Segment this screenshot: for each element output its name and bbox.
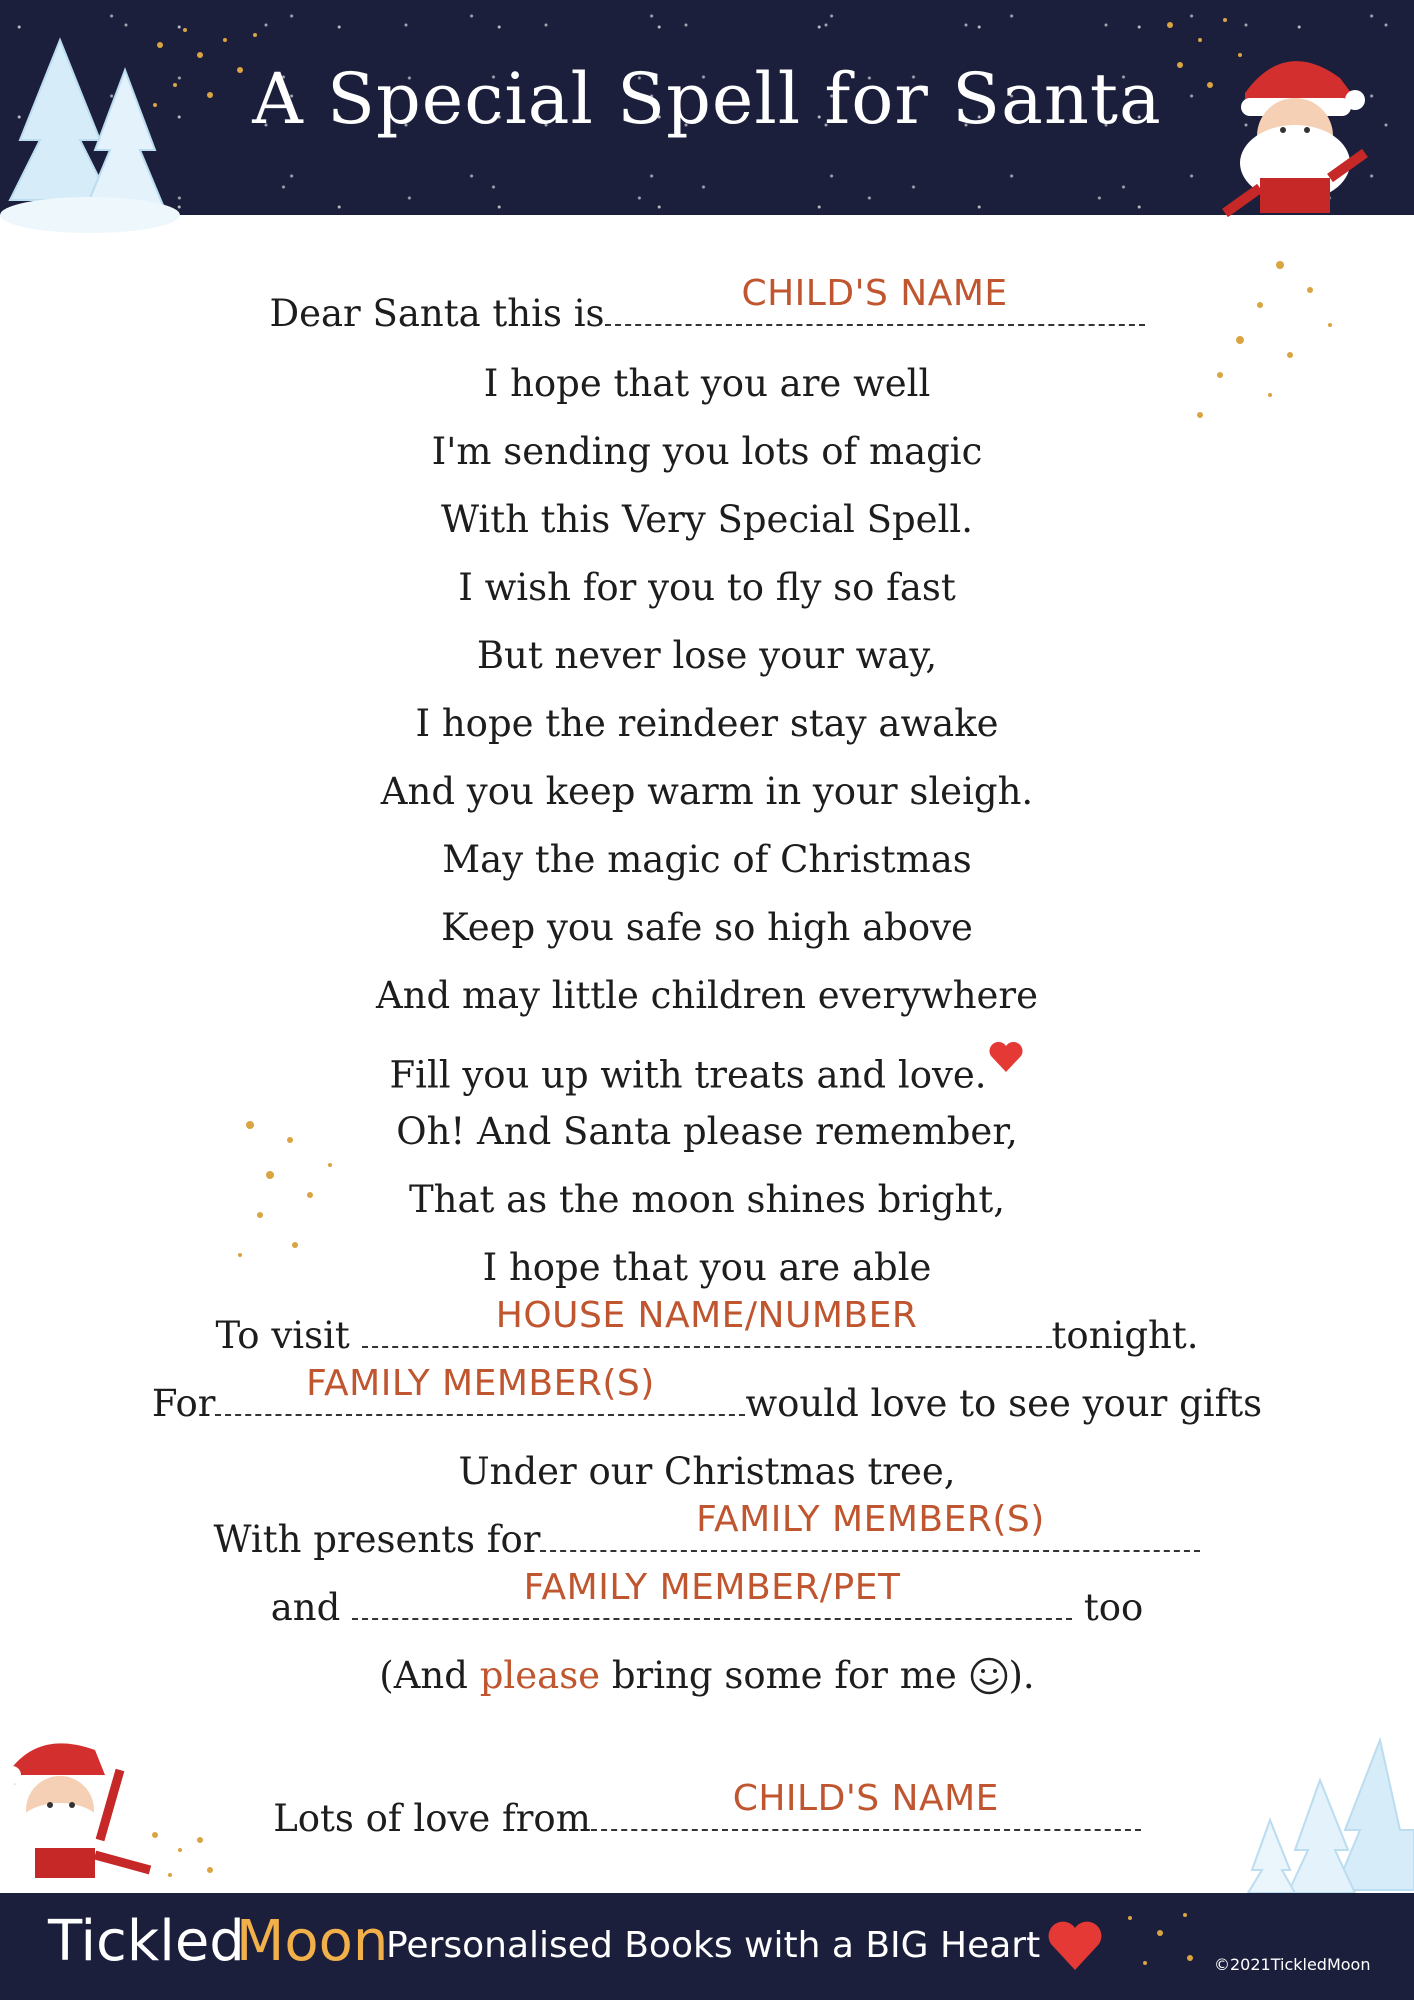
poem-line: May the magic of Christmas <box>442 838 972 881</box>
gold-glitter-icon <box>140 15 280 125</box>
brand-name-first: Tickled <box>48 1909 245 1974</box>
poem-line: Fill you up with treats and love. <box>0 1040 1414 1099</box>
family-member-blank[interactable] <box>215 1363 745 1416</box>
santa-waving-icon <box>1205 38 1375 233</box>
brand-tagline: Personalised Books with a BIG Heart <box>386 1925 1041 1966</box>
poem-line: And you keep warm in your sleigh. <box>380 770 1034 813</box>
greeting-line: Dear Santa this is CHILD'S NAME <box>0 290 1414 338</box>
heart-icon <box>1045 1918 1105 1972</box>
child-name-fill: CHILD'S NAME <box>741 273 1008 314</box>
gold-glitter-icon <box>1110 1903 1210 1983</box>
smiley-face-icon <box>969 1656 1009 1696</box>
family-member-fill: FAMILY MEMBER(S) <box>306 1363 655 1404</box>
poem-line: I hope that you are well <box>483 362 931 405</box>
poem-line: With this Very Special Spell. <box>440 498 974 541</box>
signoff-child-name-fill: CHILD'S NAME <box>732 1778 999 1819</box>
child-name-blank[interactable] <box>605 273 1145 326</box>
poem-line: I hope the reindeer stay awake <box>415 702 999 745</box>
signoff-line: Lots of love from CHILD'S NAME <box>0 1795 1414 1843</box>
signoff-child-name-blank[interactable] <box>591 1778 1141 1831</box>
poem-line: I wish for you to fly so fast <box>458 566 956 609</box>
please-word: please <box>479 1654 601 1697</box>
page-title: A Special Spell for Santa <box>252 58 1162 140</box>
presents-line: With presents for FAMILY MEMBER(S) <box>0 1516 1414 1564</box>
please-line: (And please bring some for me ). <box>379 1654 1035 1697</box>
poem-line: Keep you safe so high above <box>441 906 973 949</box>
gold-glitter-icon <box>140 1820 230 1890</box>
presents-family-fill: FAMILY MEMBER(S) <box>696 1499 1045 1540</box>
house-name-fill: HOUSE NAME/NUMBER <box>495 1295 918 1336</box>
poem-line: I hope that you are able <box>482 1246 932 1289</box>
poem-line: But never lose your way, <box>476 634 938 677</box>
poem-line: That as the moon shines bright, <box>408 1178 1006 1221</box>
poem-line: Under our Christmas tree, <box>458 1450 956 1493</box>
visit-line: To visit HOUSE NAME/NUMBER tonight. <box>0 1312 1414 1360</box>
header-banner <box>0 0 1414 215</box>
copyright-notice: ©2021TickledMoon <box>1214 1955 1371 1974</box>
snowy-trees-icon <box>1240 1735 1414 1895</box>
family-pet-fill: FAMILY MEMBER/PET <box>523 1567 901 1608</box>
footer-banner <box>0 1893 1414 2000</box>
poem-line: I'm sending you lots of magic <box>431 430 983 473</box>
gold-glitter-icon <box>1160 245 1360 445</box>
brand-name-second: Moon <box>236 1909 389 1974</box>
heart-icon <box>987 1040 1025 1074</box>
and-line: and FAMILY MEMBER/PET too <box>0 1584 1414 1632</box>
family-gifts-line: For FAMILY MEMBER(S) would love to see your gifts <box>0 1380 1414 1428</box>
poem-line: Oh! And Santa please remember, <box>396 1110 1018 1153</box>
poem-line: And may little children everywhere <box>375 974 1039 1017</box>
